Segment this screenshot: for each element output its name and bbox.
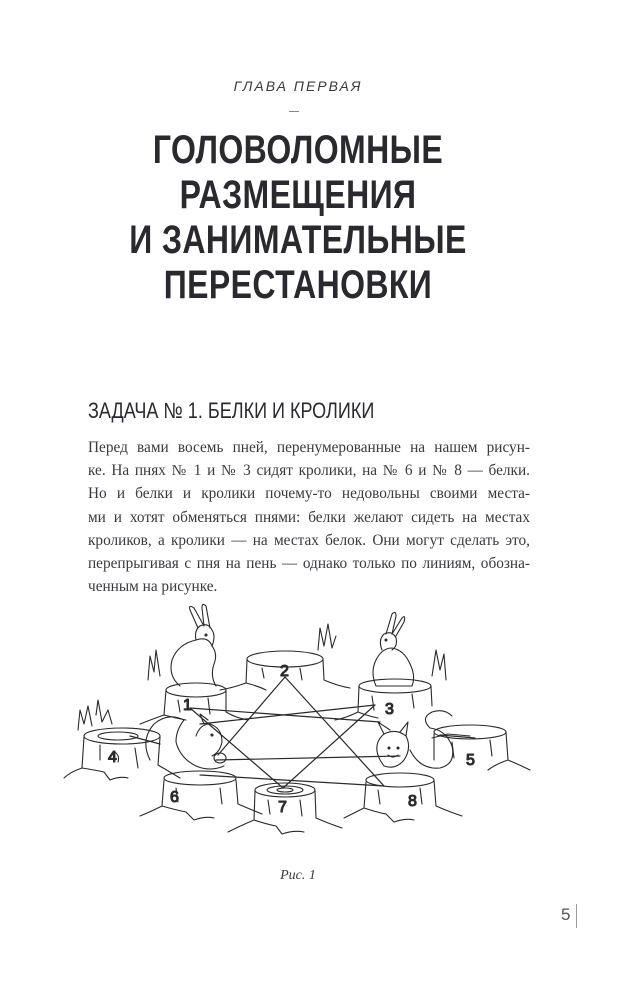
stump-label-2: 2 <box>280 663 289 680</box>
stump-label-3: 3 <box>385 701 394 718</box>
chapter-divider <box>289 111 299 112</box>
stump-label-5: 5 <box>466 752 475 769</box>
text-line: перепрыгивая с пня на пень — однако только по линиям, обозна- <box>88 555 530 573</box>
rabbit-on-stump-1 <box>171 604 216 686</box>
stump-4 <box>64 700 180 780</box>
chapter-title-line: ГОЛОВОЛОМНЫЕ <box>152 128 444 172</box>
stump-label-7: 7 <box>278 799 287 816</box>
jump-lines <box>130 677 475 788</box>
stump-label-8: 8 <box>408 793 417 810</box>
chapter-title-line: И ЗАНИМАТЕЛЬНЫЕ <box>129 218 467 262</box>
stump-2 <box>220 624 350 690</box>
text-line: Перед вами восемь пней, перенумерованные на нашем рисун- <box>88 439 530 456</box>
page-number-bar <box>576 904 577 928</box>
stump-label-6: 6 <box>170 789 179 806</box>
text-line: Но и белки и кролики почему-то недовольны своими места- <box>88 485 530 503</box>
chapter-title-line: ПЕРЕСТАНОВКИ <box>163 263 433 307</box>
squirrel-on-stump-8 <box>377 711 470 769</box>
stump-label-4: 4 <box>108 749 117 766</box>
figure-caption: Рис. 1 <box>280 868 316 883</box>
chapter-label: ГЛАВА ПЕРВАЯ <box>233 78 363 94</box>
stump-6 <box>140 771 262 820</box>
chapter-title-line: РАЗМЕЩЕНИЯ <box>179 173 417 217</box>
problem-text <box>88 436 530 598</box>
page-number: 5 <box>561 905 571 924</box>
stump-label-1: 1 <box>183 697 192 714</box>
text-line: ченным на рисунке. <box>88 578 218 596</box>
text-line: ми и хотят обменяться пнями: белки желают сидеть на местах <box>88 508 530 526</box>
stump-8 <box>344 773 462 822</box>
figure-stumps-illustration <box>60 600 560 850</box>
text-line: ке. На пнях № 1 и № 3 сидят кролики, на № 6 и № 8 — белки. <box>88 462 530 480</box>
text-line: кроликов, а кролики — на местах белок. Они могут сделать это, <box>88 531 530 549</box>
problem-heading: ЗАДАЧА № 1. БЕЛКИ И КРОЛИКИ <box>88 398 375 423</box>
rabbit-on-stump-3 <box>373 612 414 686</box>
chapter-title <box>60 128 537 308</box>
